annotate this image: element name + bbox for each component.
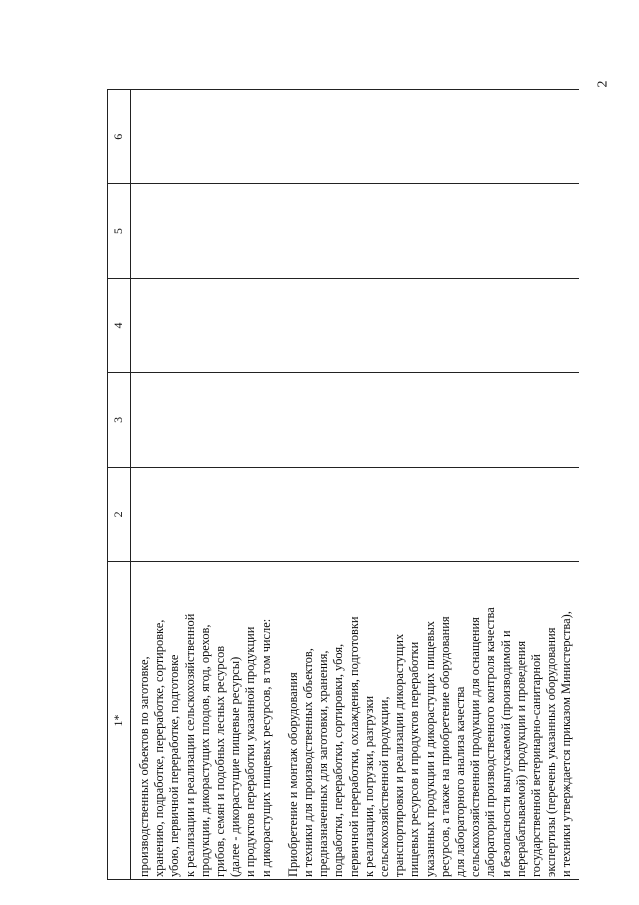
- table-header-row: [108, 90, 131, 880]
- text-line: транспортировки и реализации дикорастущих: [392, 633, 407, 877]
- description-cell: [131, 562, 579, 880]
- text-line: хранению, подработке, переработке, сортировке,: [152, 619, 167, 877]
- header-col-6: 6: [108, 90, 131, 184]
- text-line: указанных продукции и дикорастущих пищевых: [422, 620, 437, 877]
- text-line: перерабатываемой) продукции и проведения: [513, 640, 528, 877]
- text-line: и техники утверждается приказом Министерства),: [559, 611, 574, 877]
- text-line: государственной ветеринарно-санитарной: [529, 654, 544, 877]
- paragraph-1: [137, 566, 274, 877]
- empty-cell-col-3: [131, 373, 579, 467]
- empty-cell-col-6: [131, 90, 579, 184]
- text-line: лабораторий производственного контроля качества: [483, 607, 498, 877]
- text-line: сельскохозяйственной продукции,: [377, 696, 392, 877]
- text-line: предназначенных для заготовки, хранения,: [316, 650, 331, 877]
- text-line: и техники для производственных объектов,: [301, 648, 316, 877]
- header-col-5: 5: [108, 184, 131, 278]
- text-line: пищевых ресурсов и продуктов переработки: [407, 641, 422, 877]
- text-line: Приобретение и монтаж оборудования: [285, 672, 300, 877]
- data-table: [107, 89, 579, 880]
- text-line: ресурсов, а также на приобретение оборудования: [437, 616, 452, 877]
- text-line: убою, первичной переработке, подготовке: [167, 654, 182, 877]
- text-line: сельскохозяйственной продукции для оснащения: [468, 617, 483, 877]
- text-line: (далее - дикорастущие пищевые ресурсы): [228, 656, 243, 877]
- text-line: подработки, переработки, сортировки, убоя,: [331, 643, 346, 877]
- text-line: для лабораторного анализа качества: [453, 686, 468, 877]
- text-line: к реализации и реализации сельскохозяйственной: [182, 613, 197, 877]
- text-line: экспертизы (перечень указанных оборудования: [544, 627, 559, 877]
- empty-cell-col-4: [131, 278, 579, 372]
- text-line: и безопасности выпускаемой (производимой и: [498, 630, 513, 877]
- header-col-1: 1*: [108, 562, 131, 880]
- text-line: грибов, семян и подобных лесных ресурсов: [213, 645, 228, 877]
- text-line: первичной переработки, охлаждения, подготовки: [346, 616, 361, 877]
- header-col-4: 4: [108, 278, 131, 372]
- text-line: производственных объектов по заготовке,: [137, 656, 151, 877]
- header-col-2: 2: [108, 467, 131, 561]
- text-line: продукции, дикорастущих плодов, ягод, орехов,: [197, 624, 212, 877]
- header-col-3: 3: [108, 373, 131, 467]
- text-line: и дикорастущих пищевых ресурсов, в том числе:: [258, 618, 273, 877]
- text-line: к реализации, погрузки, разгрузки: [361, 695, 376, 877]
- table-row: [131, 90, 579, 880]
- page-number: 2: [595, 80, 611, 88]
- empty-cell-col-2: [131, 467, 579, 561]
- text-line: и продуктов переработки указанной продукции: [243, 626, 258, 877]
- paragraph-2: [286, 566, 575, 877]
- rotated-table-container: [107, 90, 574, 880]
- empty-cell-col-5: [131, 184, 579, 278]
